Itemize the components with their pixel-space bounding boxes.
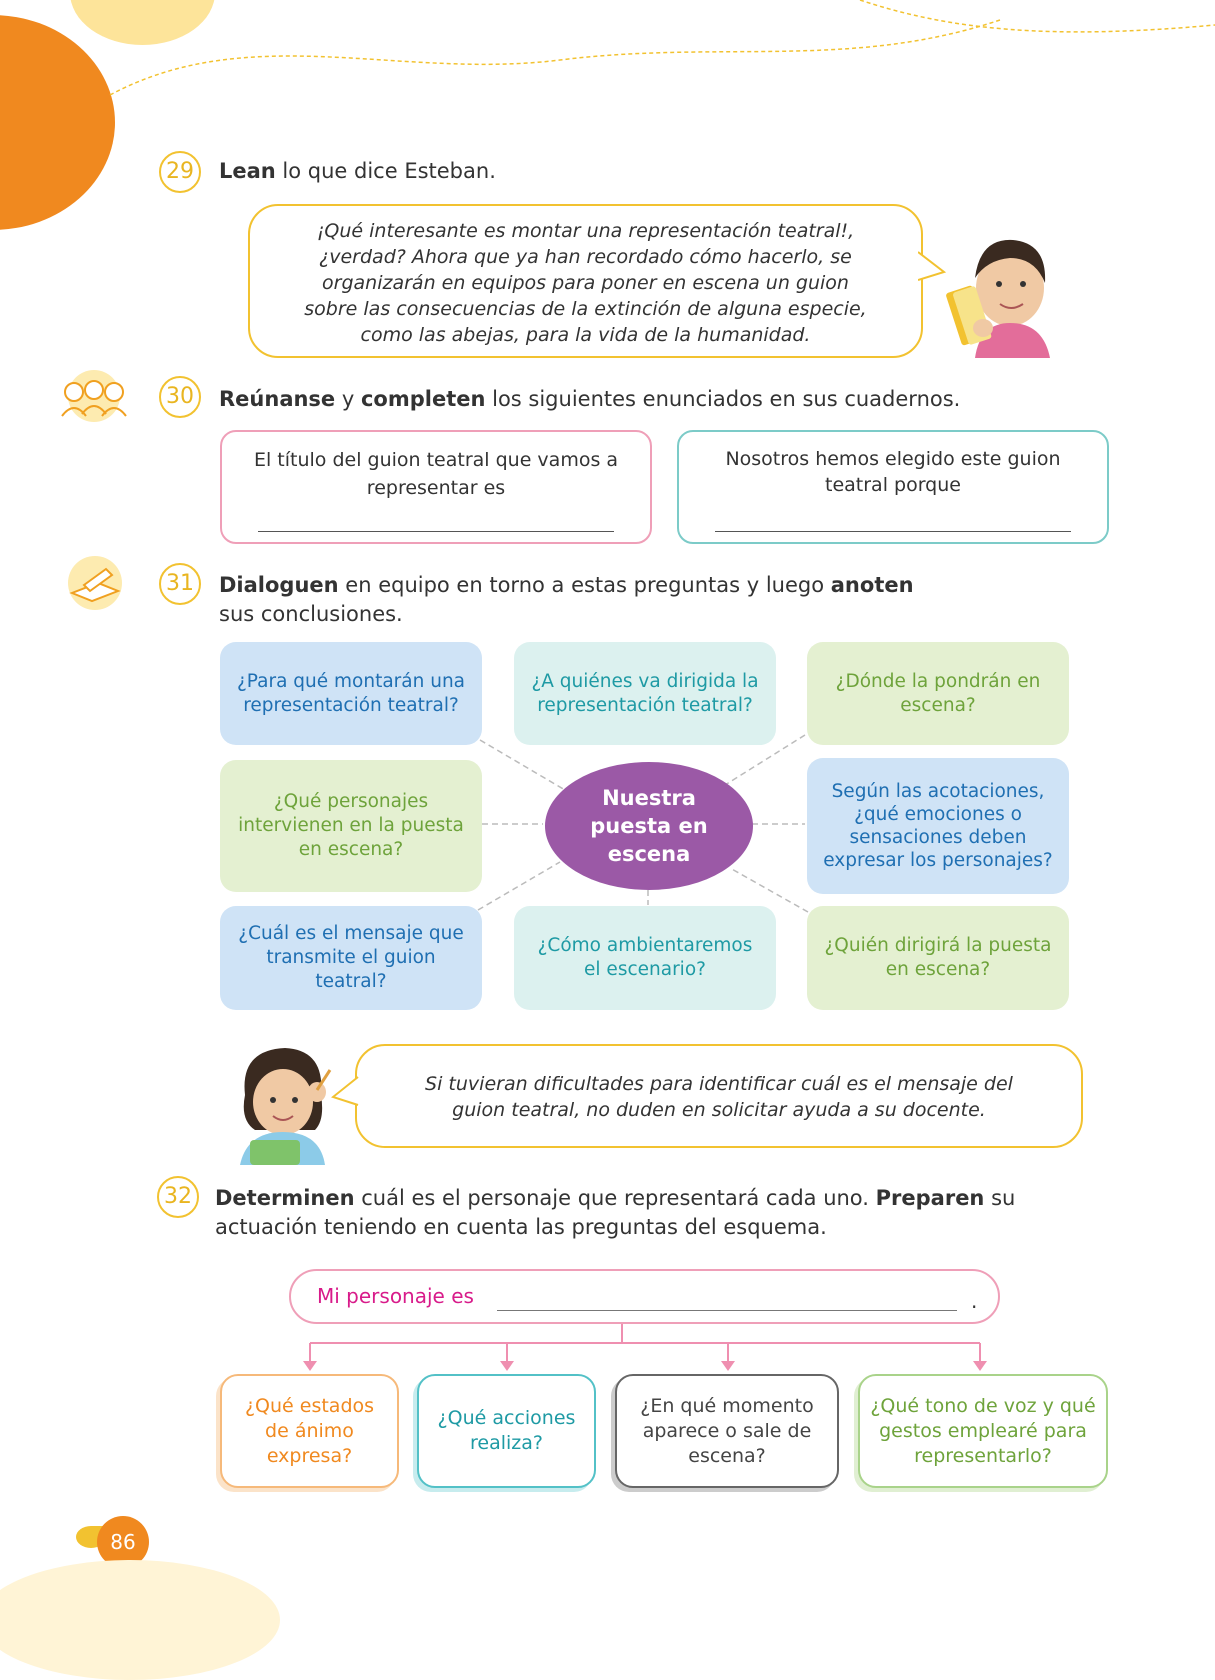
- instruction-text: lo que dice Esteban.: [275, 159, 496, 183]
- instruction-text: cuál es el personaje que representará cada uno.: [354, 1186, 876, 1210]
- question-box-mood: ¿Qué estados de ánimo expresa?: [220, 1374, 399, 1488]
- bubble-line: ¿verdad? Ahora que ya han recordado cómo hacerlo, se: [319, 246, 852, 268]
- activity-number-30: 30: [159, 376, 201, 418]
- decor-bottom-blob: [0, 1560, 280, 1680]
- period-mark: .: [971, 1289, 978, 1313]
- question-card-location: ¿Dónde la pondrán en escena?: [807, 642, 1069, 745]
- instruction-text: en equipo en torno a estas preguntas y luego: [338, 573, 831, 597]
- bubble-line: como las abejas, para la vida de la humanidad.: [360, 324, 811, 346]
- instruction-verb: Lean: [219, 159, 276, 183]
- instruction-text: sus conclusiones.: [219, 602, 403, 626]
- instruction-text: los siguientes enunciados en sus cuadernos.: [485, 387, 961, 411]
- instruction-text: su: [984, 1186, 1016, 1210]
- mi-personaje-label: Mi personaje es: [317, 1284, 474, 1308]
- instruction-verb: anoten: [830, 573, 914, 597]
- instruction-text: y: [335, 387, 361, 411]
- question-card-director: ¿Quién dirigirá la puesta en escena?: [807, 906, 1069, 1010]
- activity-number-31: 31: [159, 563, 201, 605]
- mindmap-center: Nuestra puesta en escena: [545, 762, 753, 890]
- question-card-emotions: Según las acotaciones, ¿qué emociones o sensaciones deben expresar los personajes?: [807, 758, 1069, 894]
- instruction-verb: completen: [360, 387, 486, 411]
- tip-line: guion teatral, no duden en solicitar ayuda a su docente.: [452, 1099, 986, 1121]
- instruction-verb: Reúnanse: [219, 387, 336, 411]
- question-box-actions: ¿Qué acciones realiza?: [417, 1374, 596, 1488]
- box-prompt: El título del guion teatral que vamos a representar es: [253, 449, 619, 499]
- page-number-badge: 86: [97, 1516, 149, 1568]
- box-prompt: Nosotros hemos elegido este guion teatral porque: [725, 448, 1061, 496]
- question-card-setting: ¿Cómo ambientaremos el escenario?: [514, 906, 776, 1010]
- instruction-verb: Determinen: [215, 1186, 355, 1210]
- question-box-voice-gestures: ¿Qué tono de voz y qué gestos emplearé para representarlo?: [858, 1374, 1108, 1488]
- activity-number-29: 29: [159, 151, 201, 193]
- bubble-line: ¡Qué interesante es montar una representación teatral!,: [316, 220, 855, 242]
- question-card-message: ¿Cuál es el mensaje que transmite el guion teatral?: [220, 906, 482, 1010]
- tip-line: Si tuvieran dificultades para identificar cuál es el mensaje del: [425, 1073, 1013, 1095]
- instruction-text: actuación teniendo en cuenta las preguntas del esquema.: [215, 1215, 827, 1239]
- question-card-audience: ¿A quiénes va dirigida la representación teatral?: [514, 642, 776, 745]
- question-card-purpose: ¿Para qué montarán una representación teatral?: [220, 642, 482, 745]
- bubble-line: organizarán en equipos para poner en escena un guion: [322, 272, 849, 294]
- question-box-timing: ¿En qué momento aparece o sale de escena?: [615, 1374, 839, 1488]
- activity-number-32: 32: [157, 1176, 199, 1218]
- bubble-line: sobre las consecuencias de la extinción de alguna especie,: [304, 298, 867, 320]
- instruction-verb: Dialoguen: [219, 573, 339, 597]
- instruction-verb: Preparen: [875, 1186, 985, 1210]
- question-card-characters: ¿Qué personajes intervienen en la puesta en escena?: [220, 760, 482, 892]
